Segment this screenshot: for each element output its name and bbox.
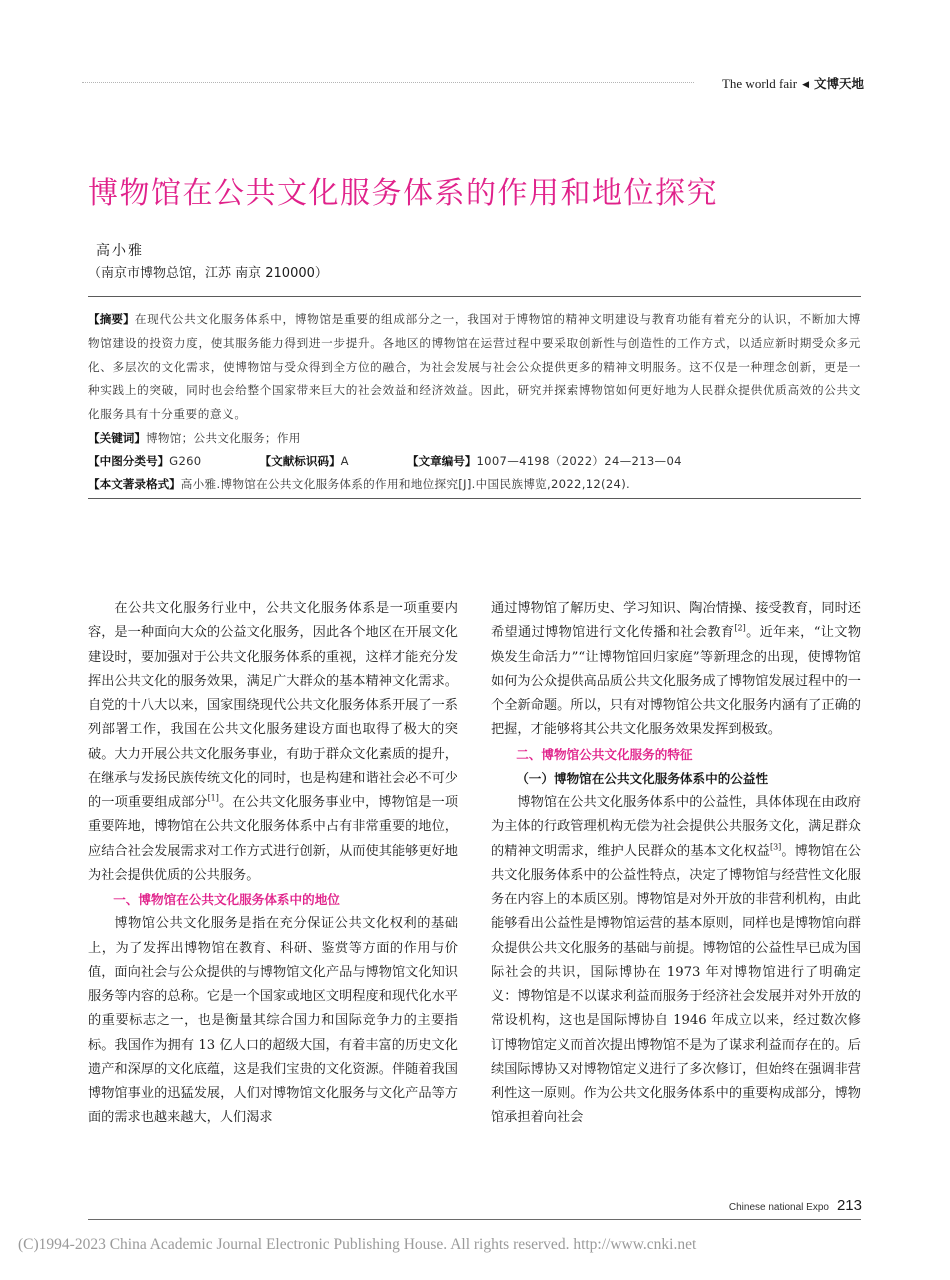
body-paragraph: 博物馆公共文化服务是指在充分保证公共文化权利的基础上，为了发挥出博物馆在教育、科研、鉴赏等方面的作用与价值，面向社会与公众提供的与博物馆文化产品与博物馆文化知识服务等内容的总称。它是一个国家或地区文明程度和现代化水平的重要标志之一，也是衡量其综合国力和国际竞争力的主要指标。我国作为拥有 13 亿人口的超级大国，有着丰富的历史文化遗产和深厚的文化底蕴，这是我们宝贵的文化资源。伴随着我国博物馆事业的迅猛发展，人们对博物馆文化服务与文化产品等方面的需求也越来越大，人们渴求 [88, 916, 458, 1126]
page-number: 213 [836, 1197, 862, 1214]
paragraph-text: 。近年来，“让文物焕发生命活力”“让博物馆回归家庭”等新理念的出现，使博物馆如何为公众提供高品质公共文化服务成了博物馆发展过程中的一个全新命题。所以，只有对博物馆公共文化服务内涵有了正确的把握，才能够将其公共文化服务效果发挥到极致。 [491, 625, 862, 738]
citation-line [88, 473, 861, 496]
running-header [722, 74, 864, 92]
clc-value: G260 [169, 453, 202, 468]
abstract [88, 308, 861, 427]
affiliation: （南京市博物总馆，江苏 南京 210000） [88, 266, 328, 281]
body-column-right [491, 597, 861, 1131]
body-paragraph [88, 597, 458, 888]
subsection-heading: （一）博物馆在公共文化服务体系中的公益性 [516, 770, 769, 786]
paragraph-text: 。博物馆在公共文化服务体系中的公益性特点，决定了博物馆与经营性文化服务在内容上的本质区别。博物馆是对外开放的非营利机构，由此能够看出公益性是博物馆运营的基本原则，同样也是博物馆向群众提供公共文化服务的基础与前提。博物馆的公益性早已成为国际社会的共识，国际博协在 1973 年对博物馆进行了明确定义：博物馆是不以谋求利益而服务于经济社会发展并对外开放的常设机构，这也是国际博协自 1946 年成立以来，经过数次修订博物馆定义而首次提出博物馆不是为了谋求利益而存在的。后续国际博协又对博物馆定义进行了多次修订，但始终在强调非营利性这一原则。作为公共文化服务体系中的重要构成部分，博物馆承担着向社会 [491, 843, 861, 1126]
section-heading-2: 二、博物馆公共文化服务的特征 [516, 746, 693, 762]
clc-label: 【中图分类号】 [88, 453, 170, 468]
abstract-text: 在现代公共文化服务体系中，博物馆是重要的组成部分之一，我国对于博物馆的精神文明建设与教育功能有着充分的认识，不断加大博物馆建设的投资力度，使其服务能力得到进一步提升。各地区的博物馆在运营过程中要采取创新性与创造性的工作方式，以适应新时期受众多元化、多层次的文化需求，使博物馆与受众得到全方位的融合，为社会发展与社会公众提供更多的精神文明服务。这不仅是一种理念创新，更是一种实践上的突破，同时也会给整个国家带来巨大的社会效益和经济效益。因此，研究并探索博物馆如何更好地为人民群众提供优质高效的公共文化服务具有十分重要的意义。 [88, 312, 861, 422]
abstract-block [88, 308, 861, 496]
abstract-top-rule [88, 296, 861, 297]
body-paragraph [491, 791, 861, 1131]
header-column: 文博天地 [813, 76, 864, 91]
paragraph-text: 。在公共文化服务事业中，博物馆是一项重要阵地，博物馆在公共文化服务体系中占有非常重要的地位，应结合社会发展需求对工作方式进行创新，从而使其能够更好地为社会提供优质的公共服务。 [88, 795, 459, 883]
citation-label: 【本文著录格式】 [88, 476, 181, 491]
section-heading-1: 一、博物馆在公共文化服务体系中的地位 [113, 892, 340, 907]
doc-code-label: 【文献标识码】 [259, 453, 341, 468]
paragraph-text: 通过博物馆了解历史、学习知识、陶冶情操、接受教育，同时还希望通过博物馆进行文化传播和社会教育 [491, 601, 861, 641]
body-paragraph [491, 597, 861, 743]
paragraph-text: 在公共文化服务行业中，公共文化服务体系是一项重要内容，是一种面向大众的公益文化服务，因此各个地区在开展文化建设时，要加强对于公共文化服务体系的重视，这样才能充分发挥出公共文化的服务效果，满足广大群众的基本精神文化需求。自党的十八大以来，国家围绕现代公共文化服务体系开展了一系列部署工作，我国在公共文化服务建设方面也取得了极大的突破。大力开展公共文化服务事业，有助于群众文化素质的提升，在继承与发扬民族传统文化的同时，也是构建和谐社会必不可少的一项重要组成部分 [88, 601, 458, 810]
keywords: 博物馆；公共文化服务；作用 [145, 430, 301, 445]
header-english: The world fair [721, 76, 798, 91]
citation-ref: [1] [207, 793, 219, 803]
keywords-label: 【关键词】 [88, 430, 146, 445]
header-arrow-icon: ◀ [802, 79, 809, 89]
keywords-line [88, 427, 861, 450]
abstract-label: 【摘要】 [88, 312, 135, 326]
author: 高小雅 [96, 243, 144, 259]
doc-code-value: A [340, 453, 349, 468]
article-no-label: 【文章编号】 [406, 453, 477, 468]
body-column-left [88, 597, 458, 1131]
article-no-value: 1007—4198（2022）24—213—04 [476, 453, 682, 468]
page-folio [729, 1195, 862, 1214]
footer-rule [88, 1219, 861, 1220]
paragraph-text: 博物馆在公共文化服务体系中的公益性，具体体现在由政府为主体的行政管理机构无偿为社会提供公共服务文化，满足群众的精神文明需求，维护人民群众的基本文化权益 [491, 795, 861, 859]
copyright-watermark: (C)1994-2023 China Academic Journal Electronic Publishing House. All rights reserved. http://www.cnki.net [18, 1236, 697, 1253]
citation-ref: [2] [734, 623, 746, 633]
classification-line [88, 450, 861, 473]
header-rule [82, 82, 694, 83]
citation-ref: [3] [769, 842, 782, 852]
citation: 高小雅.博物馆在公共文化服务体系的作用和地位探究[J].中国民族博览,2022,12(24). [180, 476, 631, 491]
journal-name: Chinese national Expo [728, 1202, 829, 1213]
abstract-bottom-rule [88, 498, 861, 499]
article-title: 博物馆在公共文化服务体系的作用和地位探究 [88, 176, 718, 211]
